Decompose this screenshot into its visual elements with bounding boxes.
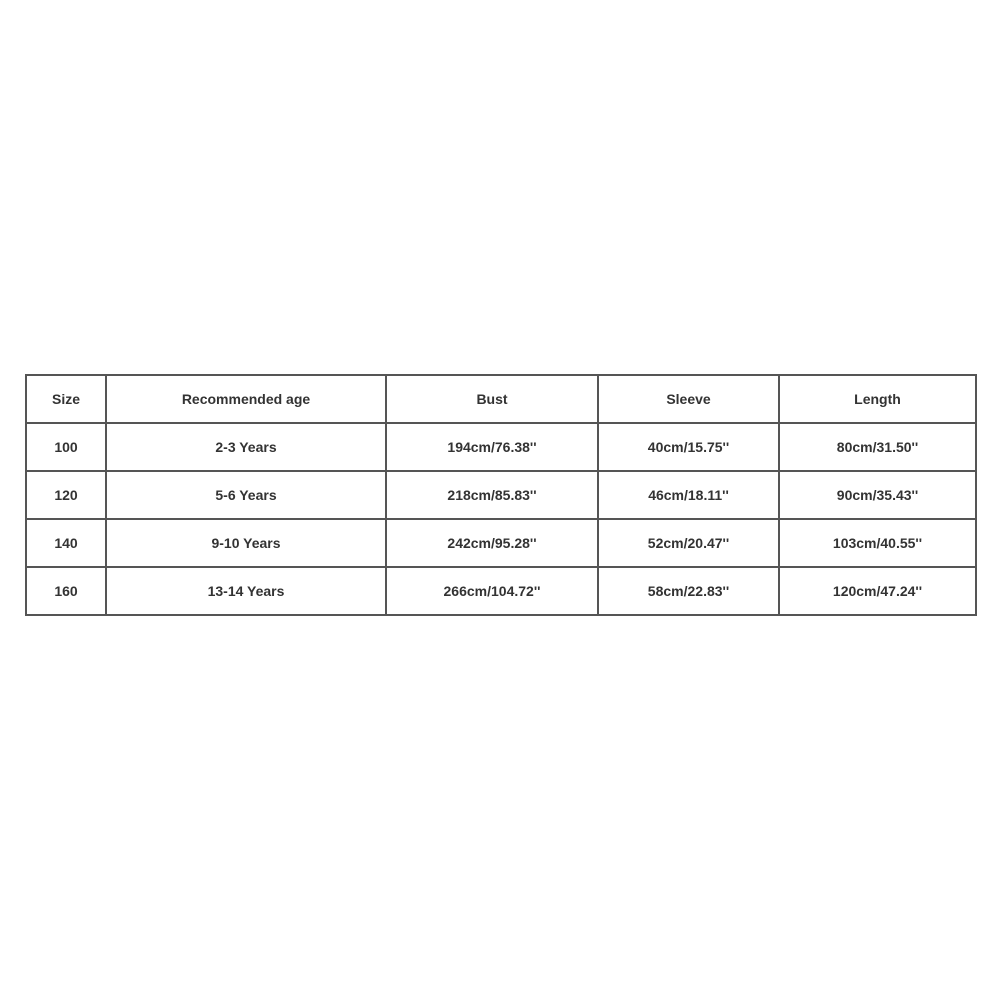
table-row [26,423,976,471]
table-row [26,519,976,567]
cell-size: 100 [26,423,106,471]
cell-length: 120cm/47.24'' [779,567,976,615]
size-chart-table [25,374,977,616]
cell-sleeve: 46cm/18.11'' [598,471,779,519]
header-length: Length [779,375,976,423]
cell-size: 140 [26,519,106,567]
cell-length: 90cm/35.43'' [779,471,976,519]
header-bust: Bust [386,375,598,423]
header-recommended-age: Recommended age [106,375,386,423]
table-header-row [26,375,976,423]
cell-recommended-age: 2-3 Years [106,423,386,471]
cell-size: 160 [26,567,106,615]
header-sleeve: Sleeve [598,375,779,423]
cell-bust: 218cm/85.83'' [386,471,598,519]
cell-length: 80cm/31.50'' [779,423,976,471]
cell-length: 103cm/40.55'' [779,519,976,567]
cell-recommended-age: 13-14 Years [106,567,386,615]
cell-bust: 194cm/76.38'' [386,423,598,471]
cell-size: 120 [26,471,106,519]
cell-bust: 242cm/95.28'' [386,519,598,567]
cell-sleeve: 52cm/20.47'' [598,519,779,567]
cell-sleeve: 40cm/15.75'' [598,423,779,471]
table-row [26,567,976,615]
header-size: Size [26,375,106,423]
cell-sleeve: 58cm/22.83'' [598,567,779,615]
cell-recommended-age: 5-6 Years [106,471,386,519]
table-row [26,471,976,519]
cell-recommended-age: 9-10 Years [106,519,386,567]
cell-bust: 266cm/104.72'' [386,567,598,615]
